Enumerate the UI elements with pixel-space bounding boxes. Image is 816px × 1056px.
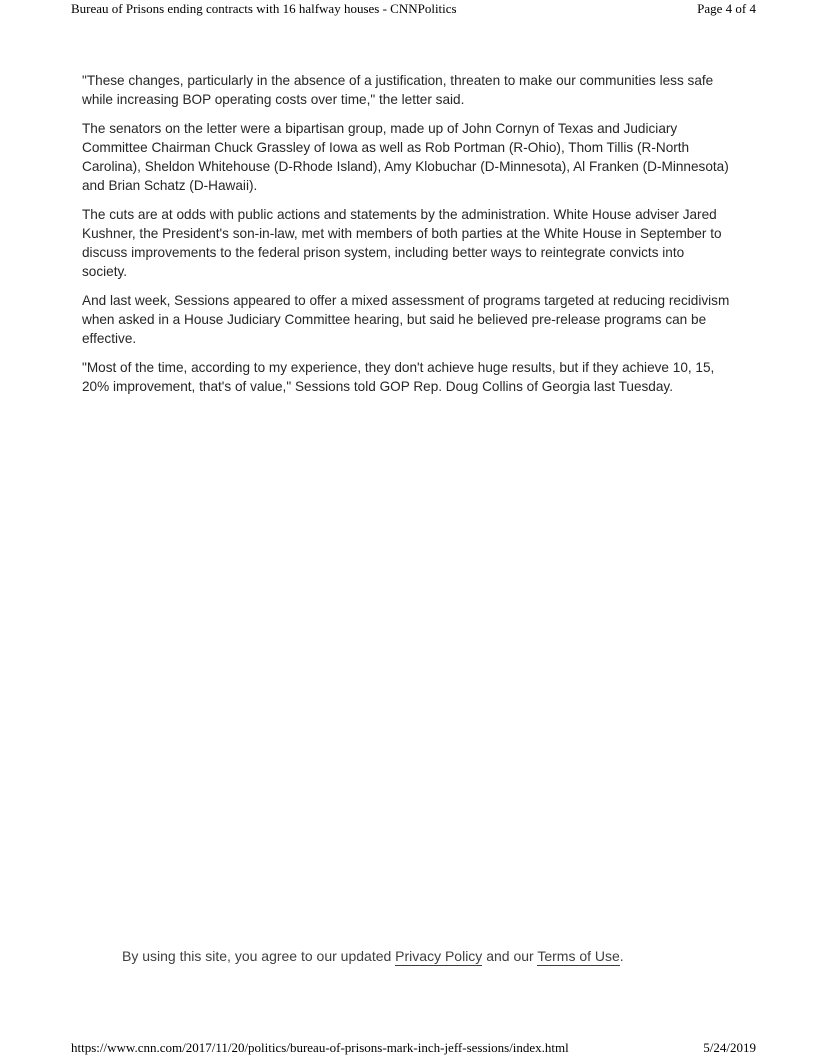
article-paragraph: And last week, Sessions appeared to offer a mixed assessment of programs targeted at reducing recidivism when asked in a House Judiciary Committee hearing, but said he believed pre-release programs can be effective. xyxy=(82,293,730,346)
article-paragraph: The senators on the letter were a bipartisan group, made up of John Cornyn of Texas and Judiciary Committee Chairman Chuck Grassley of Iowa as well as Rob Portman (R-Ohio), Thom Tillis (R-North Carolina), Sheldon Whitehouse (D-Rhode Island), Amy Klobuchar (D-Minnesota), Al Franken (D-Minnesota) and Brian Schatz (D-Hawaii). xyxy=(82,121,729,193)
article-body xyxy=(82,71,732,406)
privacy-policy-link[interactable]: Privacy Policy xyxy=(395,948,483,964)
article-paragraph: The cuts are at odds with public actions and statements by the administration. White House adviser Jared Kushner, the President's son-in-law, met with members of both parties at the White House in September to discuss improvements to the federal prison system, including better ways to reintegrate convicts into society. xyxy=(82,207,722,279)
print-footer-url: https://www.cnn.com/2017/11/20/politics/bureau-of-prisons-mark-inch-jeff-sessions/index.html xyxy=(71,1040,569,1055)
article-paragraph: "These changes, particularly in the absence of a justification, threaten to make our communities less safe while increasing BOP operating costs over time," the letter said. xyxy=(82,73,714,107)
terms-of-use-link[interactable]: Terms of Use xyxy=(537,948,620,964)
print-header-title: Bureau of Prisons ending contracts with 16 halfway houses - CNNPolitics xyxy=(71,1,457,16)
article-paragraph: "Most of the time, according to my experience, they don't achieve huge results, but if they achieve 10, 15, 20% improvement, that's of value," Sessions told GOP Rep. Doug Collins of Georgia last Tuesday. xyxy=(82,360,715,394)
consent-text-suffix: . xyxy=(619,948,624,964)
consent-text-prefix: By using this site, you agree to our updated xyxy=(122,948,396,964)
consent-text-middle: and our xyxy=(482,948,538,964)
print-footer-date: 5/24/2019 xyxy=(703,1040,756,1055)
print-header-page-number: Page 4 of 4 xyxy=(697,1,756,16)
privacy-consent-notice xyxy=(122,948,624,964)
